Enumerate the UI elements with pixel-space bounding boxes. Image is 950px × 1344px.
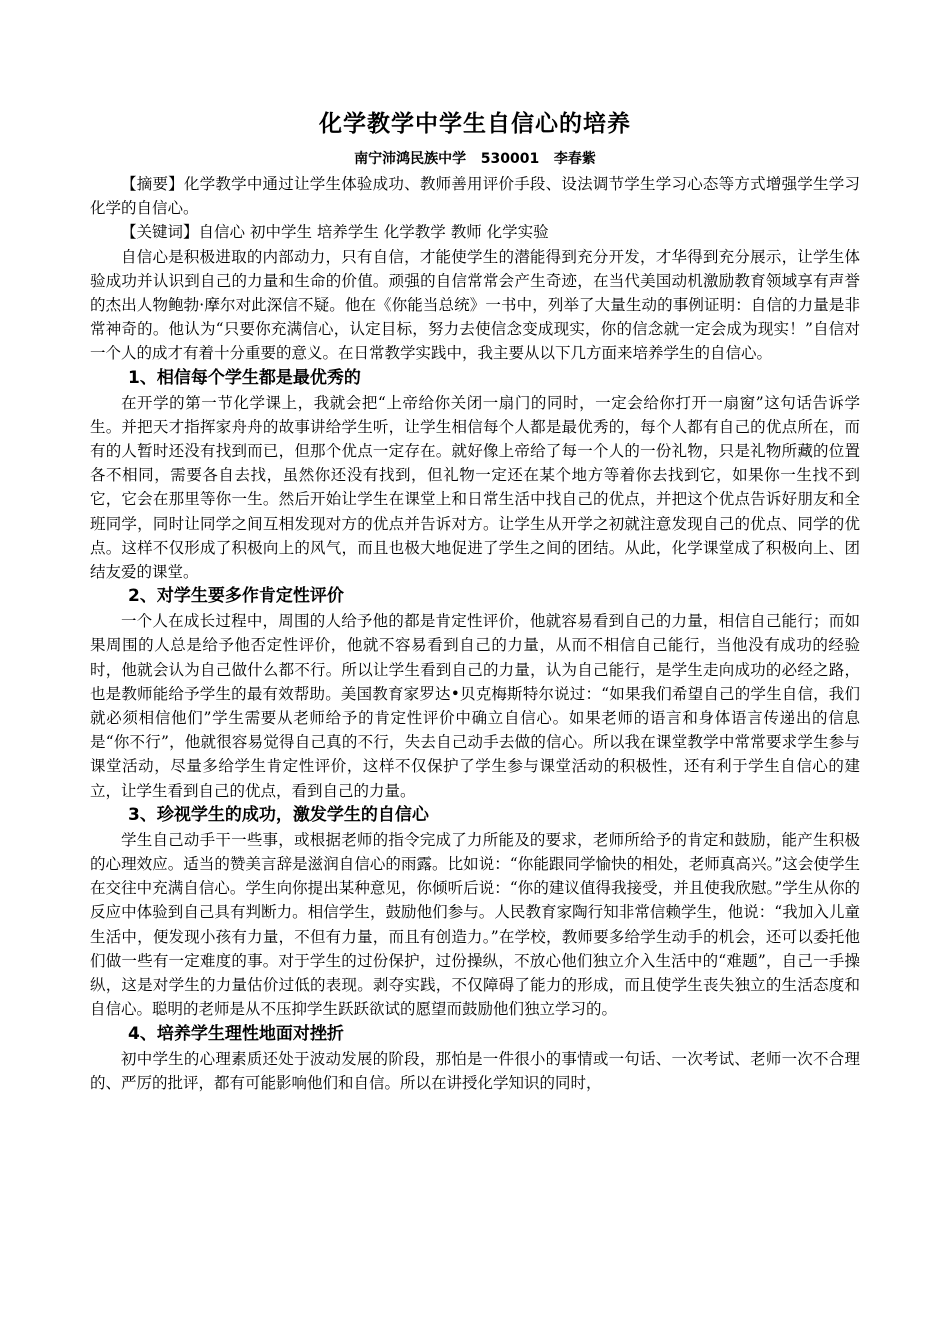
section-paragraph-3: 学生自己动手干一些事，或根据老师的指令完成了力所能及的要求，老师所给予的肯定和鼓励，能产生积极的心理效应。适当的赞美言辞是滋润自信心的雨露。比如说：“你能跟同学愉快的相处，老师真高兴。”这会使学生在交往中充满自信心。学生向你提出某种意见，你倾听后说：“你的建议值得我接受，并且使我欣慰。”学生从你的反应中体验到自己具有判断力。相信学生，鼓励他们参与。人民教育家陶行知非常信赖学生，他说：“我加入儿童生活中，便发现小孩有力量，不但有力量，而且有创造力。”在学校，教师要多给学生动手的机会，还可以委托他们做一些有一定难度的事。对于学生的过份保护，过份操纵，不放心他们独立介入生活中的“难题”，自己一手操纵，这是对学生的力量估价过低的表现。剥夺实践，不仅障碍了能力的形成，而且使学生丧失独立的生活态度和自信心。聪明的老师是从不压抑学生跃跃欲试的愿望而鼓励他们独立学习的。: [90, 830, 860, 1019]
abstract-label: 【摘要】: [121, 175, 184, 193]
section-paragraph-4: 初中学生的心理素质还处于波动发展的阶段，那怕是一件很小的事情或一句话、一次考试、老师一次不合理的、严厉的批评，都有可能影响他们和自信。所以在讲授化学知识的同时，: [90, 1049, 860, 1092]
intro-paragraph: 自信心是积极进取的内部动力，只有自信，才能使学生的潜能得到充分开发，才华得到充分展示，让学生体验成功并认识到自己的力量和生命的价值。顽强的自信常常会产生奇迹，在当代美国动机激励教育领域享有声誉的杰出人物鲍勃·摩尔对此深信不疑。他在《你能当总统》一书中，列举了大量生动的事例证明：自信的力量是非常神奇的。他认为“只要你充满信心，认定目标，努力去使信念变成现实，你的信念就一定会成为现实！”自信对一个人的成才有着十分重要的意义。在日常教学实践中，我主要从以下几方面来培养学生的自信心。: [90, 247, 860, 363]
abstract-paragraph: [90, 172, 860, 220]
section-heading-3: 3、珍视学生的成功，激发学生的自信心: [128, 804, 429, 825]
section-heading-1: 1、相信每个学生都是最优秀的: [128, 367, 361, 388]
document-page: [90, 108, 860, 1095]
keywords-label: 【关键词】: [121, 223, 199, 242]
section-heading-4: 4、培养学生理性地面对挫折: [128, 1023, 344, 1044]
document-title: 化学教学中学生自信心的培养: [319, 111, 631, 137]
keywords-paragraph: [90, 220, 860, 244]
author-line: 南宁沛鸿民族中学 530001 李春紫: [354, 151, 596, 167]
abstract-text: 化学教学中通过让学生体验成功、教师善用评价手段、设法调节学生学习心态等方式增强学生学习化学的自信心。: [90, 175, 860, 218]
section-heading-2: 2、对学生要多作肯定性评价: [128, 586, 344, 607]
keywords-text: 自信心 初中学生 培养学生 化学教学 教师 化学实验: [198, 223, 549, 242]
section-paragraph-1: 在开学的第一节化学课上，我就会把“上帝给你关闭一扇门的同时，一定会给你打开一扇窗”这句话告诉学生。并把天才指挥家舟舟的故事讲给学生听，让学生相信每个人都是最优秀的，每个人都有自己的优点所在，而有的人暂时还没有找到而已，但那个优点一定存在。就好像上帝给了每一个人的一份礼物，只是礼物所藏的位置各不相同，需要各自去找，虽然你还没有找到，但礼物一定还在某个地方等着你去找到它，如果你一生找不到它，它会在那里等你一生。然后开始让学生在课堂上和日常生活中找自己的优点，并把这个优点告诉好朋友和全班同学，同时让同学之间互相发现对方的优点并告诉对方。让学生从开学之初就注意发现自己的优点、同学的优点。这样不仅形成了积极向上的风气，而且也极大地促进了学生之间的团结。从此，化学课堂成了积极向上、团结友爱的课堂。: [90, 393, 860, 582]
section-paragraph-2: 一个人在成长过程中，周围的人给予他的都是肯定性评价，他就容易看到自己的力量，相信自己能行；而如果周围的人总是给予他否定性评价，他就不容易看到自己的力量，从而不相信自己能行，当他没有成功的经验时，他就会认为自己做什么都不行。所以让学生看到自己的力量，认为自己能行，是学生走向成功的必经之路，也是教师能给予学生的最有效帮助。美国教育家罗达•贝克梅斯特尔说过：“如果我们希望自己的学生自信，我们就必须相信他们”学生需要从老师给予的肯定性评价中确立自信心。如果老师的语言和身体语言传递出的信息是“你不行”，他就很容易觉得自己真的不行，失去自己动手去做的信心。所以我在课堂教学中常常要求学生参与课堂活动，尽量多给学生肯定性评价，这样不仅保护了学生参与课堂活动的积极性，还有利于学生自信心的建立，让学生看到自己的优点，看到自己的力量。: [90, 612, 860, 800]
